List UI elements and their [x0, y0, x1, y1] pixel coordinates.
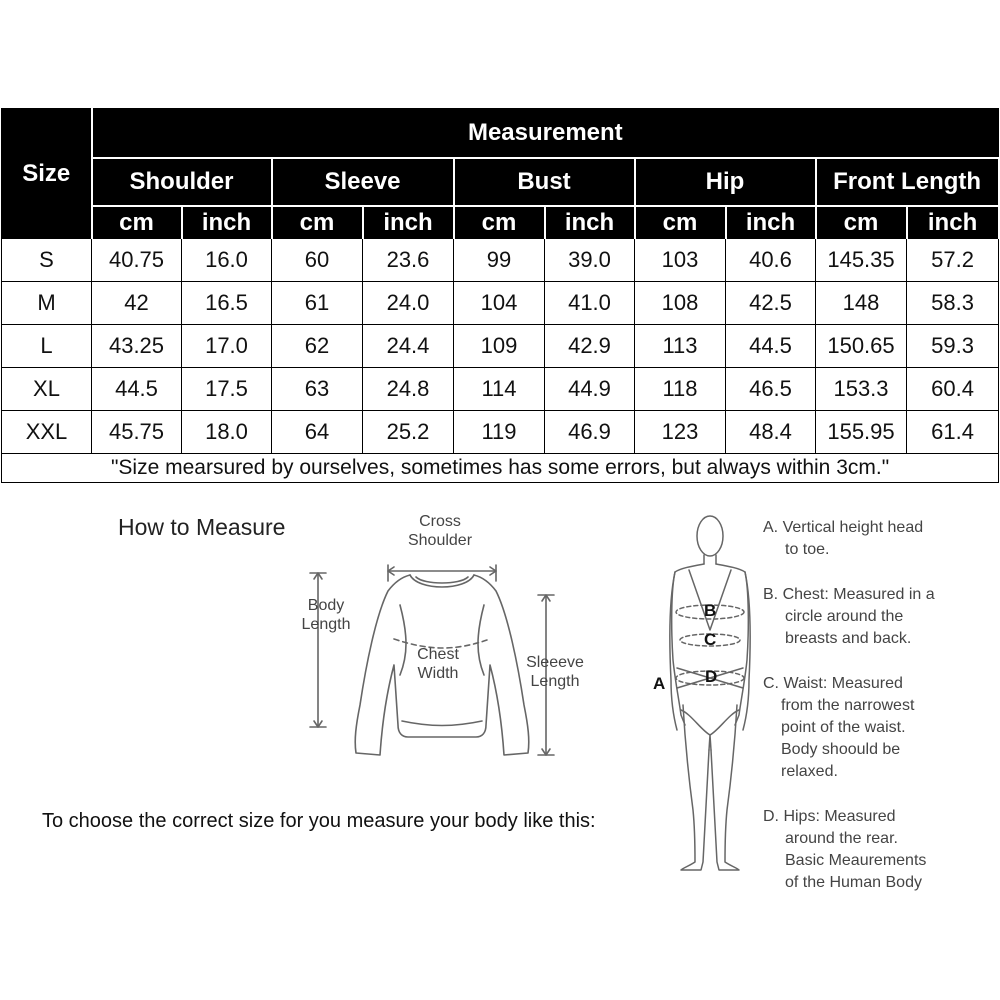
- unit-header-inch: inch: [182, 206, 272, 239]
- value-cell: 61.4: [907, 411, 999, 454]
- value-cell: 16.0: [182, 239, 272, 282]
- human-body-figure: [655, 510, 760, 880]
- value-cell: 153.3: [816, 368, 907, 411]
- value-cell: 145.35: [816, 239, 907, 282]
- group-header-front-length: Front Length: [816, 158, 999, 206]
- table-row: [2, 368, 999, 411]
- chest-width-label: Chest Width: [417, 646, 459, 682]
- value-cell: 25.2: [363, 411, 454, 454]
- value-cell: 64: [272, 411, 363, 454]
- value-cell: 103: [635, 239, 726, 282]
- value-cell: 99: [454, 239, 545, 282]
- value-cell: 150.65: [816, 325, 907, 368]
- group-header-shoulder: Shoulder: [92, 158, 272, 206]
- measurement-header: Measurement: [92, 109, 999, 159]
- value-cell: 59.3: [907, 325, 999, 368]
- size-cell: L: [2, 325, 92, 368]
- value-cell: 119: [454, 411, 545, 454]
- value-cell: 42.9: [545, 325, 635, 368]
- description-d: D. Hips: Measured around the rear. Basic Meaurements of the Human Body: [763, 808, 927, 891]
- marker-b: B: [704, 601, 717, 620]
- unit-header-inch: inch: [363, 206, 454, 239]
- group-header-sleeve: Sleeve: [272, 158, 454, 206]
- value-cell: 61: [272, 282, 363, 325]
- value-cell: 148: [816, 282, 907, 325]
- value-cell: 60.4: [907, 368, 999, 411]
- marker-c: C: [704, 630, 717, 649]
- value-cell: 16.5: [182, 282, 272, 325]
- unit-header-cm: cm: [454, 206, 545, 239]
- table-row: [2, 282, 999, 325]
- size-cell: XL: [2, 368, 92, 411]
- value-cell: 60: [272, 239, 363, 282]
- cross-shoulder-label: Cross Shoulder: [407, 513, 473, 549]
- sleeve-length-label: Sleeeve Length: [526, 654, 584, 690]
- value-cell: 43.25: [92, 325, 182, 368]
- value-cell: 62: [272, 325, 363, 368]
- value-cell: 46.5: [726, 368, 816, 411]
- value-cell: 109: [454, 325, 545, 368]
- value-cell: 42: [92, 282, 182, 325]
- unit-header-cm: cm: [816, 206, 907, 239]
- value-cell: 48.4: [726, 411, 816, 454]
- size-chart-table: [1, 108, 1000, 483]
- value-cell: 118: [635, 368, 726, 411]
- value-cell: 113: [635, 325, 726, 368]
- unit-header-cm: cm: [272, 206, 363, 239]
- group-header-hip: Hip: [635, 158, 816, 206]
- value-cell: 17.0: [182, 325, 272, 368]
- description-b: B. Chest: Measured in a circle around the breasts and back.: [763, 586, 935, 647]
- value-cell: 41.0: [545, 282, 635, 325]
- marker-d: D: [705, 667, 718, 686]
- size-cell: XXL: [2, 411, 92, 454]
- value-cell: 40.75: [92, 239, 182, 282]
- size-cell: S: [2, 239, 92, 282]
- value-cell: 24.4: [363, 325, 454, 368]
- size-header: Size: [2, 109, 92, 239]
- value-cell: 58.3: [907, 282, 999, 325]
- value-cell: 18.0: [182, 411, 272, 454]
- unit-header-inch: inch: [726, 206, 816, 239]
- table-note: "Size mearsured by ourselves, sometimes has some errors, but always within 3cm.": [2, 454, 999, 483]
- how-to-measure-title: How to Measure: [118, 514, 286, 540]
- value-cell: 123: [635, 411, 726, 454]
- choose-size-instruction: To choose the correct size for you measure your body like this:: [42, 810, 596, 832]
- value-cell: 44.5: [726, 325, 816, 368]
- value-cell: 42.5: [726, 282, 816, 325]
- marker-a: A: [653, 674, 666, 693]
- table-row: [2, 325, 999, 368]
- value-cell: 114: [454, 368, 545, 411]
- unit-header-inch: inch: [545, 206, 635, 239]
- value-cell: 104: [454, 282, 545, 325]
- unit-header-cm: cm: [635, 206, 726, 239]
- value-cell: 23.6: [363, 239, 454, 282]
- value-cell: 40.6: [726, 239, 816, 282]
- body-length-label: Body Length: [301, 597, 351, 633]
- table-row: [2, 411, 999, 454]
- unit-header-cm: cm: [92, 206, 182, 239]
- group-header-bust: Bust: [454, 158, 635, 206]
- value-cell: 46.9: [545, 411, 635, 454]
- value-cell: 24.0: [363, 282, 454, 325]
- value-cell: 44.9: [545, 368, 635, 411]
- value-cell: 45.75: [92, 411, 182, 454]
- value-cell: 24.8: [363, 368, 454, 411]
- value-cell: 108: [635, 282, 726, 325]
- value-cell: 17.5: [182, 368, 272, 411]
- value-cell: 57.2: [907, 239, 999, 282]
- size-cell: M: [2, 282, 92, 325]
- unit-header-inch: inch: [907, 206, 999, 239]
- table-row: [2, 239, 999, 282]
- value-cell: 155.95: [816, 411, 907, 454]
- value-cell: 39.0: [545, 239, 635, 282]
- value-cell: 44.5: [92, 368, 182, 411]
- description-c: C. Waist: Measured from the narrowest point of the waist. Body shoould be relaxed.: [763, 675, 915, 780]
- description-a: A. Vertical height head to toe.: [763, 519, 924, 558]
- value-cell: 63: [272, 368, 363, 411]
